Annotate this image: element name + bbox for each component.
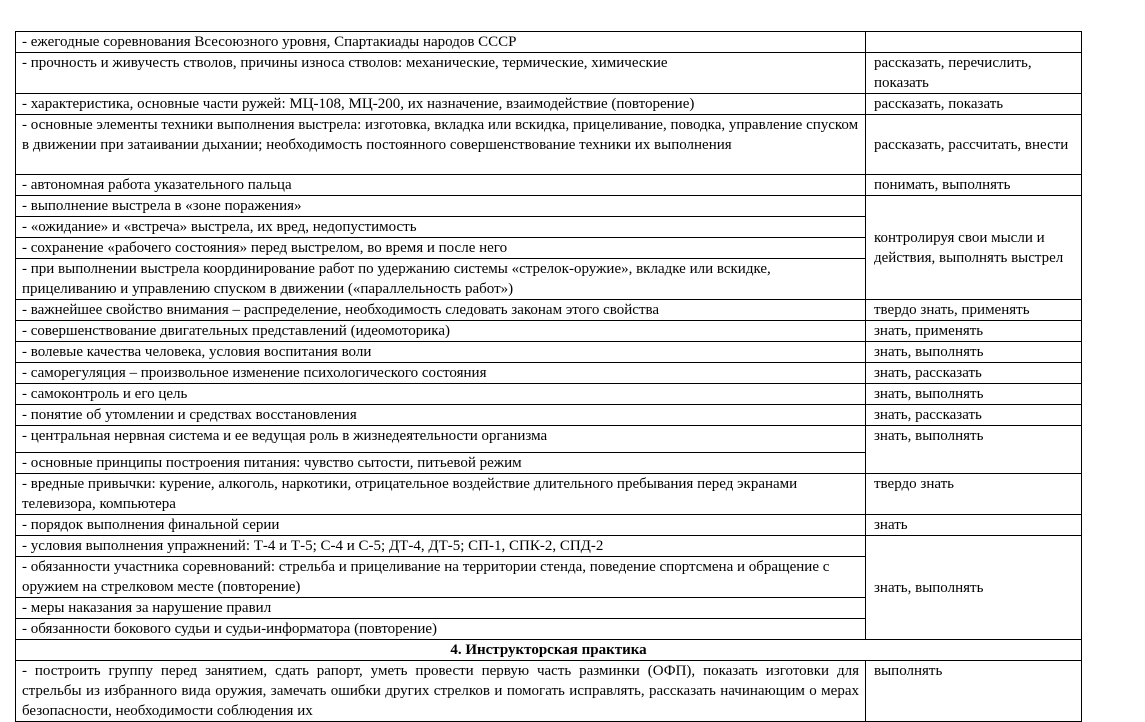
- requirement-cell: знать: [866, 515, 1082, 536]
- topic-cell: - самоконтроль и его цель: [16, 384, 866, 405]
- topic-cell: - характеристика, основные части ружей: МЦ-108, МЦ-200, их назначение, взаимодействие (повторение): [16, 94, 866, 115]
- topic-cell: - основные принципы построения питания: чувство сытости, питьевой режим: [16, 453, 866, 474]
- topic-cell: - условия выполнения упражнений: Т-4 и Т-5; С-4 и С-5; ДТ-4, ДТ-5; СП-1, СПК-2, СПД-2: [16, 536, 866, 557]
- table-row: [16, 300, 1082, 321]
- topic-cell: - сохранение «рабочего состояния» перед выстрелом, во время и после него: [16, 238, 866, 259]
- topic-cell: - вредные привычки: курение, алкоголь, наркотики, отрицательное воздействие длительного пребывания перед экранами телевизора, компьютера: [16, 474, 866, 515]
- table-row: [16, 53, 1082, 94]
- table-row: [16, 474, 1082, 515]
- requirement-cell: знать, выполнять: [866, 342, 1082, 363]
- requirement-cell-merged: знать, выполнять: [866, 536, 1082, 640]
- topic-cell: - центральная нервная система и ее ведущая роль в жизнедеятельности организма: [16, 426, 866, 453]
- topic-cell: - саморегуляция – произвольное изменение психологического состояния: [16, 363, 866, 384]
- requirement-cell: знать, выполнять: [866, 384, 1082, 405]
- topic-cell: - порядок выполнения финальной серии: [16, 515, 866, 536]
- requirement-cell: рассказать, перечислить, показать: [866, 53, 1082, 94]
- requirement-cell: твердо знать: [866, 474, 1082, 515]
- requirement-cell: понимать, выполнять: [866, 175, 1082, 196]
- table-row: [16, 32, 1082, 53]
- requirement-cell: рассказать, рассчитать, внести: [866, 115, 1082, 175]
- requirement-cell: [866, 32, 1082, 53]
- table-row: [16, 321, 1082, 342]
- topic-cell: - ежегодные соревнования Всесоюзного уровня, Спартакиады народов СССР: [16, 32, 866, 53]
- table-row: [16, 384, 1082, 405]
- topic-cell: - автономная работа указательного пальца: [16, 175, 866, 196]
- table-row: [16, 426, 1082, 453]
- curriculum-table: [15, 31, 1082, 722]
- topic-cell: - прочность и живучесть стволов, причины износа стволов: механические, термические, химические: [16, 53, 866, 94]
- topic-cell: - обязанности бокового судьи и судьи-информатора (повторение): [16, 619, 866, 640]
- table-row: [16, 342, 1082, 363]
- topic-cell: - выполнение выстрела в «зоне поражения»: [16, 196, 866, 217]
- table-row: [16, 115, 1082, 175]
- topic-cell: - понятие об утомлении и средствах восстановления: [16, 405, 866, 426]
- requirement-cell: знать, применять: [866, 321, 1082, 342]
- table-row: [16, 536, 1082, 557]
- requirement-cell-merged: контролируя свои мысли и действия, выполнять выстрел: [866, 196, 1082, 300]
- topic-cell: - при выполнении выстрела координирование работ по удержанию системы «стрелок-оружие», вкладке или вскидке, прицеливанию и управлению спуском в движении («параллельность работ»): [16, 259, 866, 300]
- table-row: [16, 175, 1082, 196]
- topic-cell: - основные элементы техники выполнения выстрела: изготовка, вкладка или вскидка, прицеливание, поводка, управление спуском в движении при затаивании дыхании; необходимость постоянного совершенствование техники их выполнения: [16, 115, 866, 175]
- topic-cell: - волевые качества человека, условия воспитания воли: [16, 342, 866, 363]
- section-heading: 4. Инструкторская практика: [16, 640, 1082, 661]
- section-heading-row: [16, 640, 1082, 661]
- requirement-cell: знать, рассказать: [866, 405, 1082, 426]
- requirement-cell: знать, рассказать: [866, 363, 1082, 384]
- topic-cell: - «ожидание» и «встреча» выстрела, их вред, недопустимость: [16, 217, 866, 238]
- table-row: [16, 363, 1082, 384]
- topic-cell: - обязанности участника соревнований: стрельба и прицеливание на территории стенда, поведение спортсмена и обращение с оружием на стрелковом месте (повторение): [16, 557, 866, 598]
- table-row: [16, 94, 1082, 115]
- table-row: [16, 515, 1082, 536]
- table-row: [16, 405, 1082, 426]
- topic-cell: - совершенствование двигательных представлений (идеомоторика): [16, 321, 866, 342]
- requirement-cell: твердо знать, применять: [866, 300, 1082, 321]
- table-row: [16, 196, 1082, 217]
- topic-cell: - меры наказания за нарушение правил: [16, 598, 866, 619]
- topic-cell: - построить группу перед занятием, сдать рапорт, уметь провести первую часть разминки (ОФП), показать изготовки для стрельбы из избранного вида оружия, замечать ошибки других стрелков и помогать исправлять, рассказать начинающим о мерах безопасности, необходимости соблюдения их: [16, 661, 866, 722]
- requirement-cell: знать, выполнять: [866, 426, 1082, 474]
- table-row: [16, 661, 1082, 722]
- requirement-cell: выполнять: [866, 661, 1082, 722]
- topic-cell: - важнейшее свойство внимания – распределение, необходимость следовать законам этого свойства: [16, 300, 866, 321]
- requirement-cell: рассказать, показать: [866, 94, 1082, 115]
